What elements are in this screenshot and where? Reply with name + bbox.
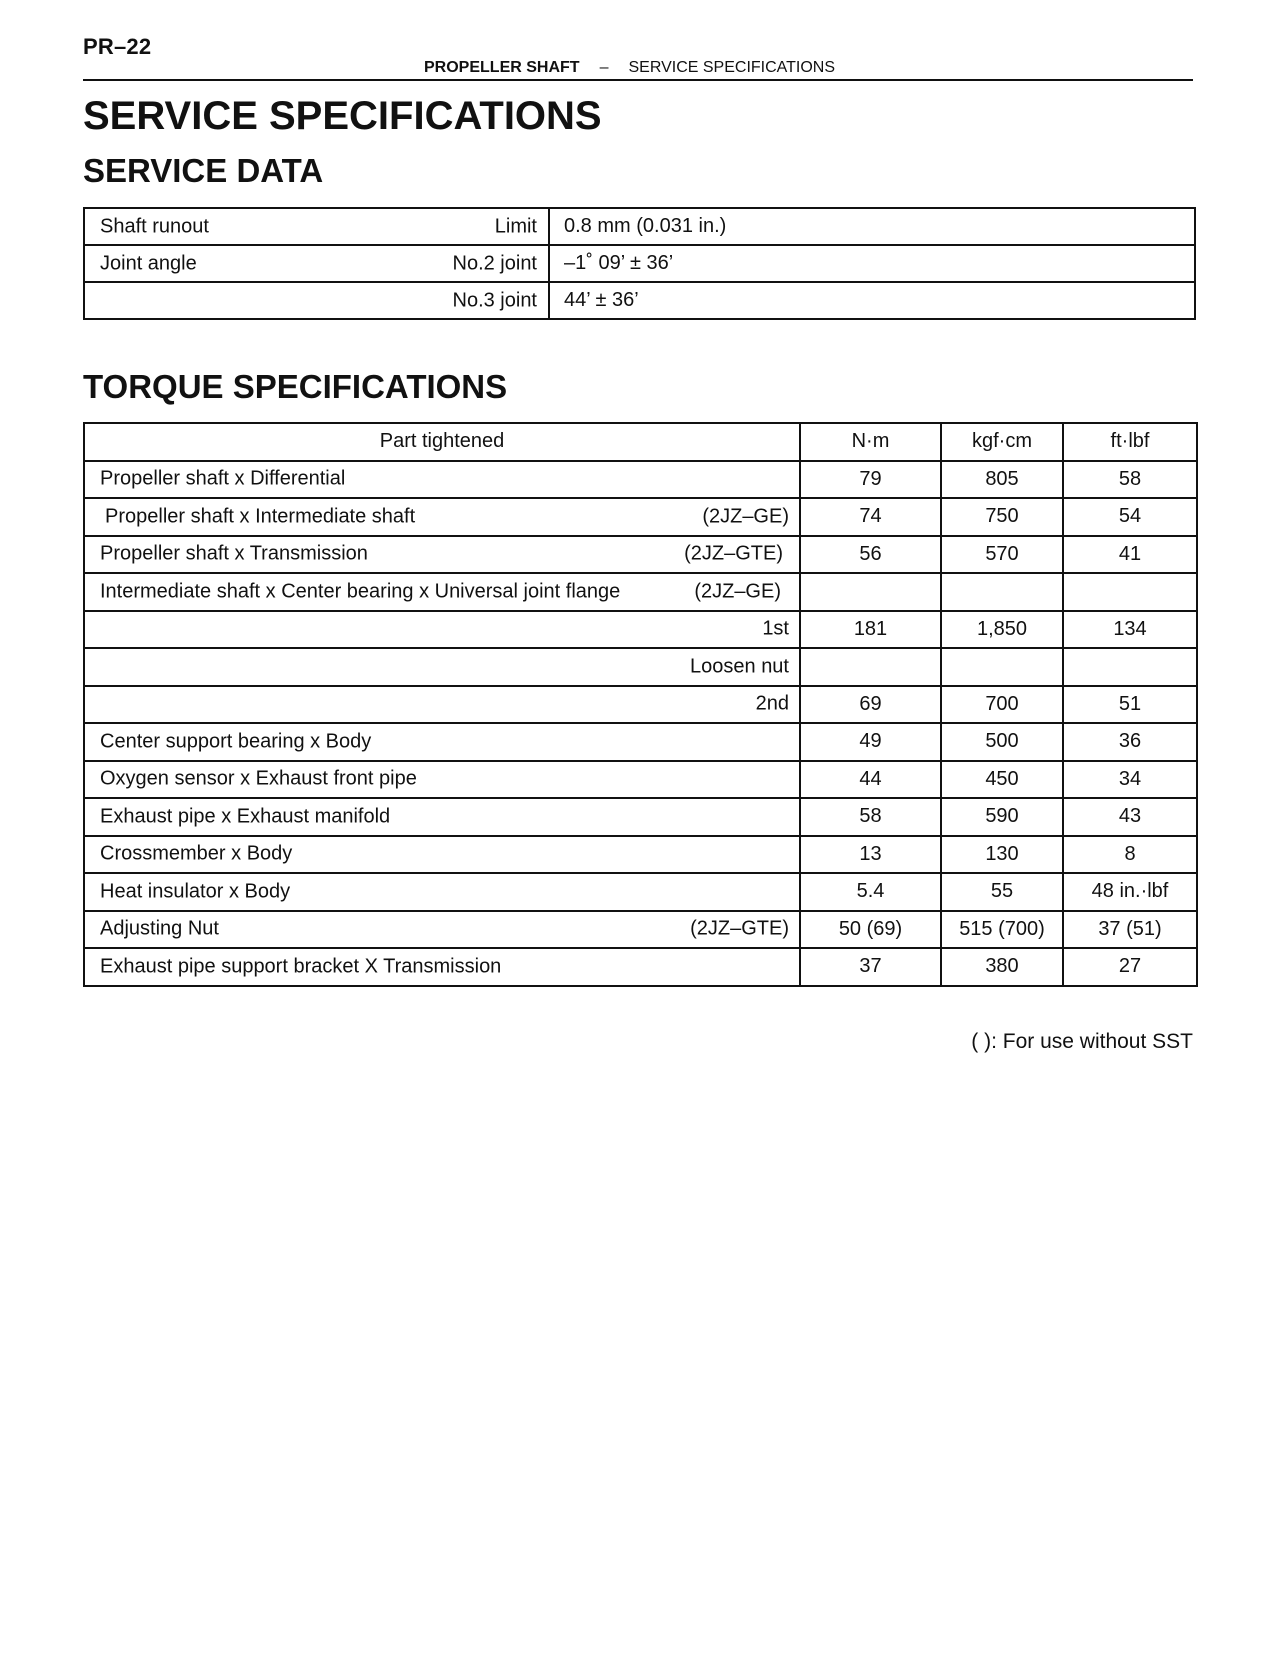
kgfcm-value: 570 bbox=[941, 536, 1063, 574]
ftlbf-value: 36 bbox=[1063, 723, 1197, 761]
subsection-title: SERVICE SPECIFICATIONS bbox=[628, 59, 836, 76]
header-rule bbox=[83, 79, 1193, 81]
part-cell bbox=[84, 498, 800, 536]
part-cell bbox=[84, 761, 800, 799]
column-header-nm: N·m bbox=[800, 423, 941, 461]
nm-value: 56 bbox=[800, 536, 941, 574]
table-row bbox=[84, 723, 1197, 761]
service-data-heading: SERVICE DATA bbox=[83, 152, 324, 189]
kgfcm-value: 700 bbox=[941, 686, 1063, 724]
engine-code: (2JZ–GE) bbox=[702, 505, 789, 528]
part-name: Oxygen sensor x Exhaust front pipe bbox=[100, 767, 417, 790]
part-cell bbox=[84, 686, 800, 724]
ftlbf-value: 34 bbox=[1063, 761, 1197, 799]
nm-value: 181 bbox=[800, 611, 941, 649]
kgfcm-value: 805 bbox=[941, 461, 1063, 499]
nm-value: 79 bbox=[800, 461, 941, 499]
service-value: 44’ ± 36’ bbox=[549, 282, 1195, 319]
ftlbf-value: 8 bbox=[1063, 836, 1197, 874]
service-value: –1˚ 09’ ± 36’ bbox=[549, 245, 1195, 282]
part-name: Center support bearing x Body bbox=[100, 730, 372, 753]
ftlbf-value: 54 bbox=[1063, 498, 1197, 536]
ftlbf-value: 51 bbox=[1063, 686, 1197, 724]
part-name: Propeller shaft x Intermediate shaft bbox=[105, 505, 416, 528]
torque-table bbox=[83, 422, 1198, 987]
service-value: 0.8 mm (0.031 in.) bbox=[549, 208, 1195, 245]
kgfcm-value bbox=[941, 573, 1063, 611]
table-row bbox=[84, 836, 1197, 874]
service-item: Shaft runout bbox=[100, 215, 209, 237]
part-name: Propeller shaft x Transmission bbox=[100, 542, 368, 565]
nm-value bbox=[800, 573, 941, 611]
part-name: Exhaust pipe support bracket X Transmission bbox=[100, 955, 502, 978]
kgfcm-value bbox=[941, 648, 1063, 686]
ftlbf-value: 48 in.·lbf bbox=[1063, 873, 1197, 911]
part-cell bbox=[84, 611, 800, 649]
part-name: Heat insulator x Body bbox=[100, 880, 291, 903]
service-item: Joint angle bbox=[100, 252, 197, 274]
ftlbf-value: 37 (51) bbox=[1063, 911, 1197, 949]
column-header-ftlbf: ft·lbf bbox=[1063, 423, 1197, 461]
ftlbf-value: 41 bbox=[1063, 536, 1197, 574]
engine-code: (2JZ–GE) bbox=[694, 580, 781, 603]
part-cell bbox=[84, 911, 800, 949]
table-row bbox=[84, 536, 1197, 574]
kgfcm-value: 55 bbox=[941, 873, 1063, 911]
part-cell bbox=[84, 648, 800, 686]
table-header-row bbox=[84, 423, 1197, 461]
kgfcm-value: 450 bbox=[941, 761, 1063, 799]
tightening-step: 2nd bbox=[755, 692, 789, 715]
running-header bbox=[424, 59, 835, 77]
page-number: PR–22 bbox=[83, 34, 152, 59]
part-name: Exhaust pipe x Exhaust manifold bbox=[100, 805, 391, 828]
ftlbf-value bbox=[1063, 648, 1197, 686]
part-cell bbox=[84, 461, 800, 499]
nm-value: 49 bbox=[800, 723, 941, 761]
part-name: Propeller shaft x Differential bbox=[100, 467, 346, 490]
column-header-part: Part tightened bbox=[84, 423, 800, 461]
nm-value: 74 bbox=[800, 498, 941, 536]
table-row bbox=[84, 911, 1197, 949]
nm-value: 13 bbox=[800, 836, 941, 874]
kgfcm-value: 380 bbox=[941, 948, 1063, 986]
ftlbf-value: 58 bbox=[1063, 461, 1197, 499]
column-header-kgfcm: kgf·cm bbox=[941, 423, 1063, 461]
part-name: Intermediate shaft x Center bearing x Universal joint flange bbox=[100, 580, 621, 603]
nm-value: 44 bbox=[800, 761, 941, 799]
ftlbf-value: 43 bbox=[1063, 798, 1197, 836]
service-item-cell bbox=[84, 282, 549, 319]
ftlbf-value: 134 bbox=[1063, 611, 1197, 649]
header-separator: – bbox=[599, 59, 609, 76]
service-item-cell bbox=[84, 245, 549, 282]
nm-value: 50 (69) bbox=[800, 911, 941, 949]
table-row bbox=[84, 282, 1195, 319]
page-title: SERVICE SPECIFICATIONS bbox=[83, 94, 602, 138]
footnote: ( ): For use without SST bbox=[971, 1030, 1193, 1053]
table-row bbox=[84, 611, 1197, 649]
table-row bbox=[84, 461, 1197, 499]
nm-value: 58 bbox=[800, 798, 941, 836]
ftlbf-value bbox=[1063, 573, 1197, 611]
service-sub-item: Limit bbox=[494, 215, 537, 237]
tightening-step: Loosen nut bbox=[690, 655, 789, 678]
nm-value: 69 bbox=[800, 686, 941, 724]
kgfcm-value: 500 bbox=[941, 723, 1063, 761]
table-row bbox=[84, 498, 1197, 536]
kgfcm-value: 590 bbox=[941, 798, 1063, 836]
kgfcm-value: 750 bbox=[941, 498, 1063, 536]
table-row bbox=[84, 948, 1197, 986]
engine-code: (2JZ–GTE) bbox=[690, 917, 789, 940]
table-row bbox=[84, 208, 1195, 245]
part-cell bbox=[84, 573, 800, 611]
part-cell bbox=[84, 798, 800, 836]
part-cell bbox=[84, 948, 800, 986]
kgfcm-value: 515 (700) bbox=[941, 911, 1063, 949]
section-title: PROPELLER SHAFT bbox=[424, 59, 580, 76]
table-row bbox=[84, 798, 1197, 836]
table-row bbox=[84, 648, 1197, 686]
part-cell bbox=[84, 536, 800, 574]
part-cell bbox=[84, 873, 800, 911]
kgfcm-value: 130 bbox=[941, 836, 1063, 874]
nm-value bbox=[800, 648, 941, 686]
service-data-table bbox=[83, 207, 1196, 320]
service-sub-item: No.2 joint bbox=[452, 252, 537, 274]
tightening-step: 1st bbox=[762, 617, 789, 640]
part-name: Adjusting Nut bbox=[100, 917, 219, 940]
table-row bbox=[84, 761, 1197, 799]
table-row bbox=[84, 686, 1197, 724]
service-item-cell bbox=[84, 208, 549, 245]
table-row bbox=[84, 245, 1195, 282]
nm-value: 5.4 bbox=[800, 873, 941, 911]
service-sub-item: No.3 joint bbox=[452, 289, 537, 311]
nm-value: 37 bbox=[800, 948, 941, 986]
part-cell bbox=[84, 836, 800, 874]
part-cell bbox=[84, 723, 800, 761]
table-row bbox=[84, 573, 1197, 611]
torque-heading: TORQUE SPECIFICATIONS bbox=[83, 368, 508, 405]
table-row bbox=[84, 873, 1197, 911]
ftlbf-value: 27 bbox=[1063, 948, 1197, 986]
part-name: Crossmember x Body bbox=[100, 842, 293, 865]
engine-code: (2JZ–GTE) bbox=[684, 542, 783, 565]
kgfcm-value: 1,850 bbox=[941, 611, 1063, 649]
